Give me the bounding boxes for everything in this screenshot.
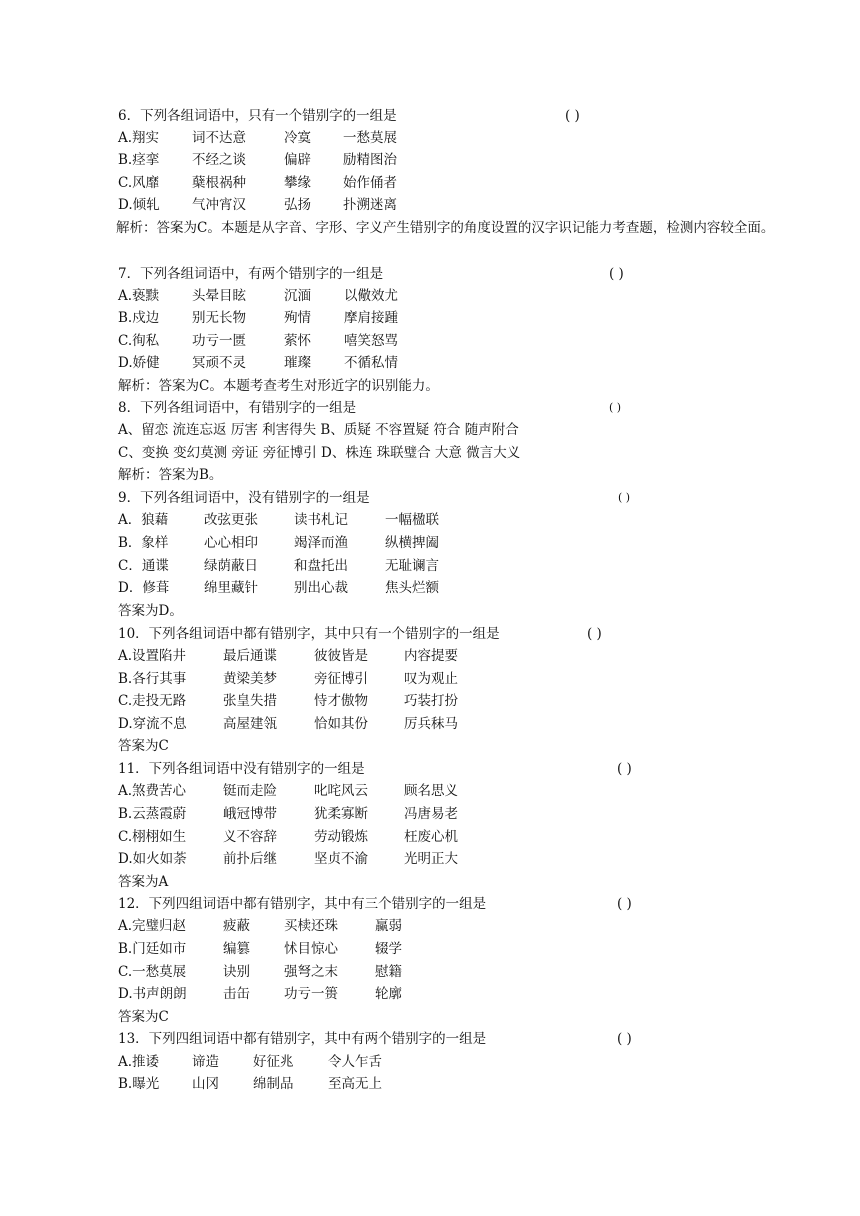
question-8-paren: ( ) (609, 401, 622, 414)
option-term: 别无长物 (192, 310, 246, 326)
option-term: 高屋建瓴 (223, 716, 277, 732)
question-8-stem: 8．下列各组词语中，有错别字的一组是 (118, 400, 357, 416)
question-11-paren: ( ) (617, 761, 632, 777)
option-term: 功亏一匮 (192, 333, 246, 349)
option-term: 萦怀 (284, 333, 311, 349)
question-10-answer: 答案为C (118, 738, 169, 754)
option-term: 读书札记 (294, 512, 348, 528)
option-term: 始作俑者 (343, 175, 397, 191)
option-term: 绵里藏针 (204, 580, 258, 596)
option-term: 至高无上 (328, 1076, 382, 1092)
option-term: 和盘托出 (294, 558, 348, 574)
option-term: B.门廷如市 (118, 941, 187, 957)
option-term: 谛造 (192, 1054, 219, 1070)
question-9-stem: 9．下列各组词语中，没有错别字的一组是 (118, 490, 370, 506)
option-term: 恃才傲物 (314, 693, 368, 709)
option-term: A.翔实 (118, 130, 160, 146)
option-term: C.栩栩如生 (118, 829, 187, 845)
option-term: 气冲宵汉 (192, 197, 246, 213)
question-6-paren: ( ) (565, 108, 580, 124)
option-term: 绵制品 (253, 1076, 294, 1092)
option-term: 击缶 (223, 986, 250, 1002)
question-12-answer: 答案为C (118, 1009, 169, 1025)
option-term: 励精图治 (343, 152, 397, 168)
option-term: 殉情 (284, 310, 311, 326)
question-8-options-line-2: C、变换 变幻莫测 旁证 旁征博引 D、株连 珠联璧合 大意 微言大义 (118, 445, 521, 461)
option-term: 一愁莫展 (343, 130, 397, 146)
option-term: C．通谍 (118, 558, 169, 574)
option-term: 偏辟 (284, 152, 311, 168)
option-term: A．狼藉 (118, 512, 169, 528)
question-11-stem: 11．下列各组词语中没有错别字的一组是 (118, 761, 365, 777)
question-7-stem: 7．下列各组词语中，有两个错别字的一组是 (118, 266, 384, 282)
question-6-explanation: 解析：答案为C。本题是从字音、字形、字义产生错别字的角度设置的汉字识记能力考查题，检测内容较全面。 (116, 220, 775, 236)
question-10-paren: ( ) (587, 626, 602, 642)
question-8-explanation: 解析：答案为B。 (118, 467, 223, 483)
option-term: A.亵黩 (118, 288, 160, 304)
option-term: 竭泽而渔 (294, 535, 348, 551)
option-term: 诀别 (223, 964, 250, 980)
option-term: D．修葺 (118, 580, 170, 596)
option-term: 峨冠博带 (223, 806, 277, 822)
option-term: 彼彼皆是 (314, 648, 368, 664)
option-term: 无耻谰言 (385, 558, 439, 574)
option-term: 怵目惊心 (284, 941, 338, 957)
option-term: B.云蒸霞蔚 (118, 806, 187, 822)
option-term: 头晕目眩 (192, 288, 246, 304)
option-term: 嘻笑怒骂 (344, 333, 398, 349)
option-term: 铤而走险 (223, 783, 277, 799)
option-term: 轮廓 (375, 986, 402, 1002)
option-term: D.娇健 (118, 355, 160, 371)
question-10-stem: 10．下列各组词语中都有错别字，其中只有一个错别字的一组是 (118, 626, 500, 642)
option-term: 赢弱 (375, 918, 402, 934)
option-term: B.各行其事 (118, 671, 187, 687)
option-term: 枉废心机 (404, 829, 458, 845)
option-term: B．象样 (118, 535, 169, 551)
option-term: 劳动锻炼 (314, 829, 368, 845)
option-term: 好征兆 (253, 1054, 294, 1070)
option-term: B.曝光 (118, 1076, 160, 1092)
question-7-paren: ( ) (609, 266, 624, 282)
option-term: 犹柔寡断 (314, 806, 368, 822)
option-term: C.徇私 (118, 333, 160, 349)
option-term: 绿荫蔽日 (204, 558, 258, 574)
option-term: 改弦更张 (204, 512, 258, 528)
option-term: 义不容辞 (223, 829, 277, 845)
option-term: 旁征博引 (314, 671, 368, 687)
option-term: 疲蔽 (223, 918, 250, 934)
option-term: 冥顽不灵 (192, 355, 246, 371)
option-term: A.设置陷井 (118, 648, 187, 664)
option-term: D.倾轧 (118, 197, 160, 213)
option-term: 摩肩接踵 (344, 310, 398, 326)
option-term: A.推诿 (118, 1054, 160, 1070)
option-term: 冷寞 (284, 130, 311, 146)
question-12-paren: ( ) (617, 896, 632, 912)
option-term: 张皇失措 (223, 693, 277, 709)
option-term: 焦头烂额 (385, 580, 439, 596)
option-term: 光明正大 (404, 851, 458, 867)
option-term: D.如火如荼 (118, 851, 187, 867)
option-term: B.痉挛 (118, 152, 160, 168)
option-term: 坚贞不渝 (314, 851, 368, 867)
question-9-paren: ( ) (618, 491, 631, 504)
option-term: 冯唐易老 (404, 806, 458, 822)
option-term: 巧装打扮 (404, 693, 458, 709)
option-term: 以儆效尤 (344, 288, 398, 304)
option-term: 叱咤风云 (314, 783, 368, 799)
question-13-paren: ( ) (617, 1031, 632, 1047)
option-term: 扑溯迷离 (343, 197, 397, 213)
option-term: 恰如其份 (314, 716, 368, 732)
option-term: 纵横捭阖 (385, 535, 439, 551)
option-term: 厉兵秣马 (404, 716, 458, 732)
option-term: 顾名思义 (404, 783, 458, 799)
option-term: 弘扬 (284, 197, 311, 213)
option-term: 蘖根祸种 (192, 175, 246, 191)
option-term: 叹为观止 (404, 671, 458, 687)
question-9-answer: 答案为D。 (118, 603, 183, 619)
option-term: 买椟还珠 (284, 918, 338, 934)
option-term: D.书声朗朗 (118, 986, 187, 1002)
option-term: 心心相印 (204, 535, 258, 551)
option-term: C.风靡 (118, 175, 160, 191)
option-term: 强弩之末 (284, 964, 338, 980)
option-term: 攀缘 (284, 175, 311, 191)
option-term: 一幅楹联 (385, 512, 439, 528)
option-term: 山冈 (192, 1076, 219, 1092)
option-term: 不循私情 (344, 355, 398, 371)
option-term: 编篡 (223, 941, 250, 957)
option-term: 辍学 (375, 941, 402, 957)
question-7-explanation: 解析：答案为C。本题考查考生对形近字的识别能力。 (118, 378, 439, 394)
option-term: 词不达意 (192, 130, 246, 146)
option-term: 沉湎 (284, 288, 311, 304)
question-11-answer: 答案为A (118, 874, 169, 890)
option-term: A.完璧归赵 (118, 918, 187, 934)
option-term: 别出心裁 (294, 580, 348, 596)
option-term: 前扑后继 (223, 851, 277, 867)
option-term: 令人乍舌 (328, 1054, 382, 1070)
option-term: A.煞费苦心 (118, 783, 187, 799)
question-13-stem: 13．下列四组词语中都有错别字，其中有两个错别字的一组是 (118, 1031, 487, 1047)
option-term: B.戍边 (118, 310, 160, 326)
option-term: 慰籍 (375, 964, 402, 980)
option-term: 功亏一篑 (284, 986, 338, 1002)
option-term: 最后通谍 (223, 648, 277, 664)
question-8-options-line-1: A、留恋 流连忘返 厉害 利害得失 B、质疑 不容置疑 符合 随声附合 (118, 422, 519, 438)
option-term: D.穿流不息 (118, 716, 187, 732)
question-6-stem: 6．下列各组词语中，只有一个错别字的一组是 (118, 108, 397, 124)
option-term: 璀璨 (284, 355, 311, 371)
option-term: 内容提要 (404, 648, 458, 664)
option-term: 黄梁美梦 (223, 671, 277, 687)
question-12-stem: 12．下列四组词语中都有错别字，其中有三个错别字的一组是 (118, 896, 487, 912)
option-term: C.一愁莫展 (118, 964, 187, 980)
option-term: C.走投无路 (118, 693, 187, 709)
option-term: 不经之谈 (192, 152, 246, 168)
